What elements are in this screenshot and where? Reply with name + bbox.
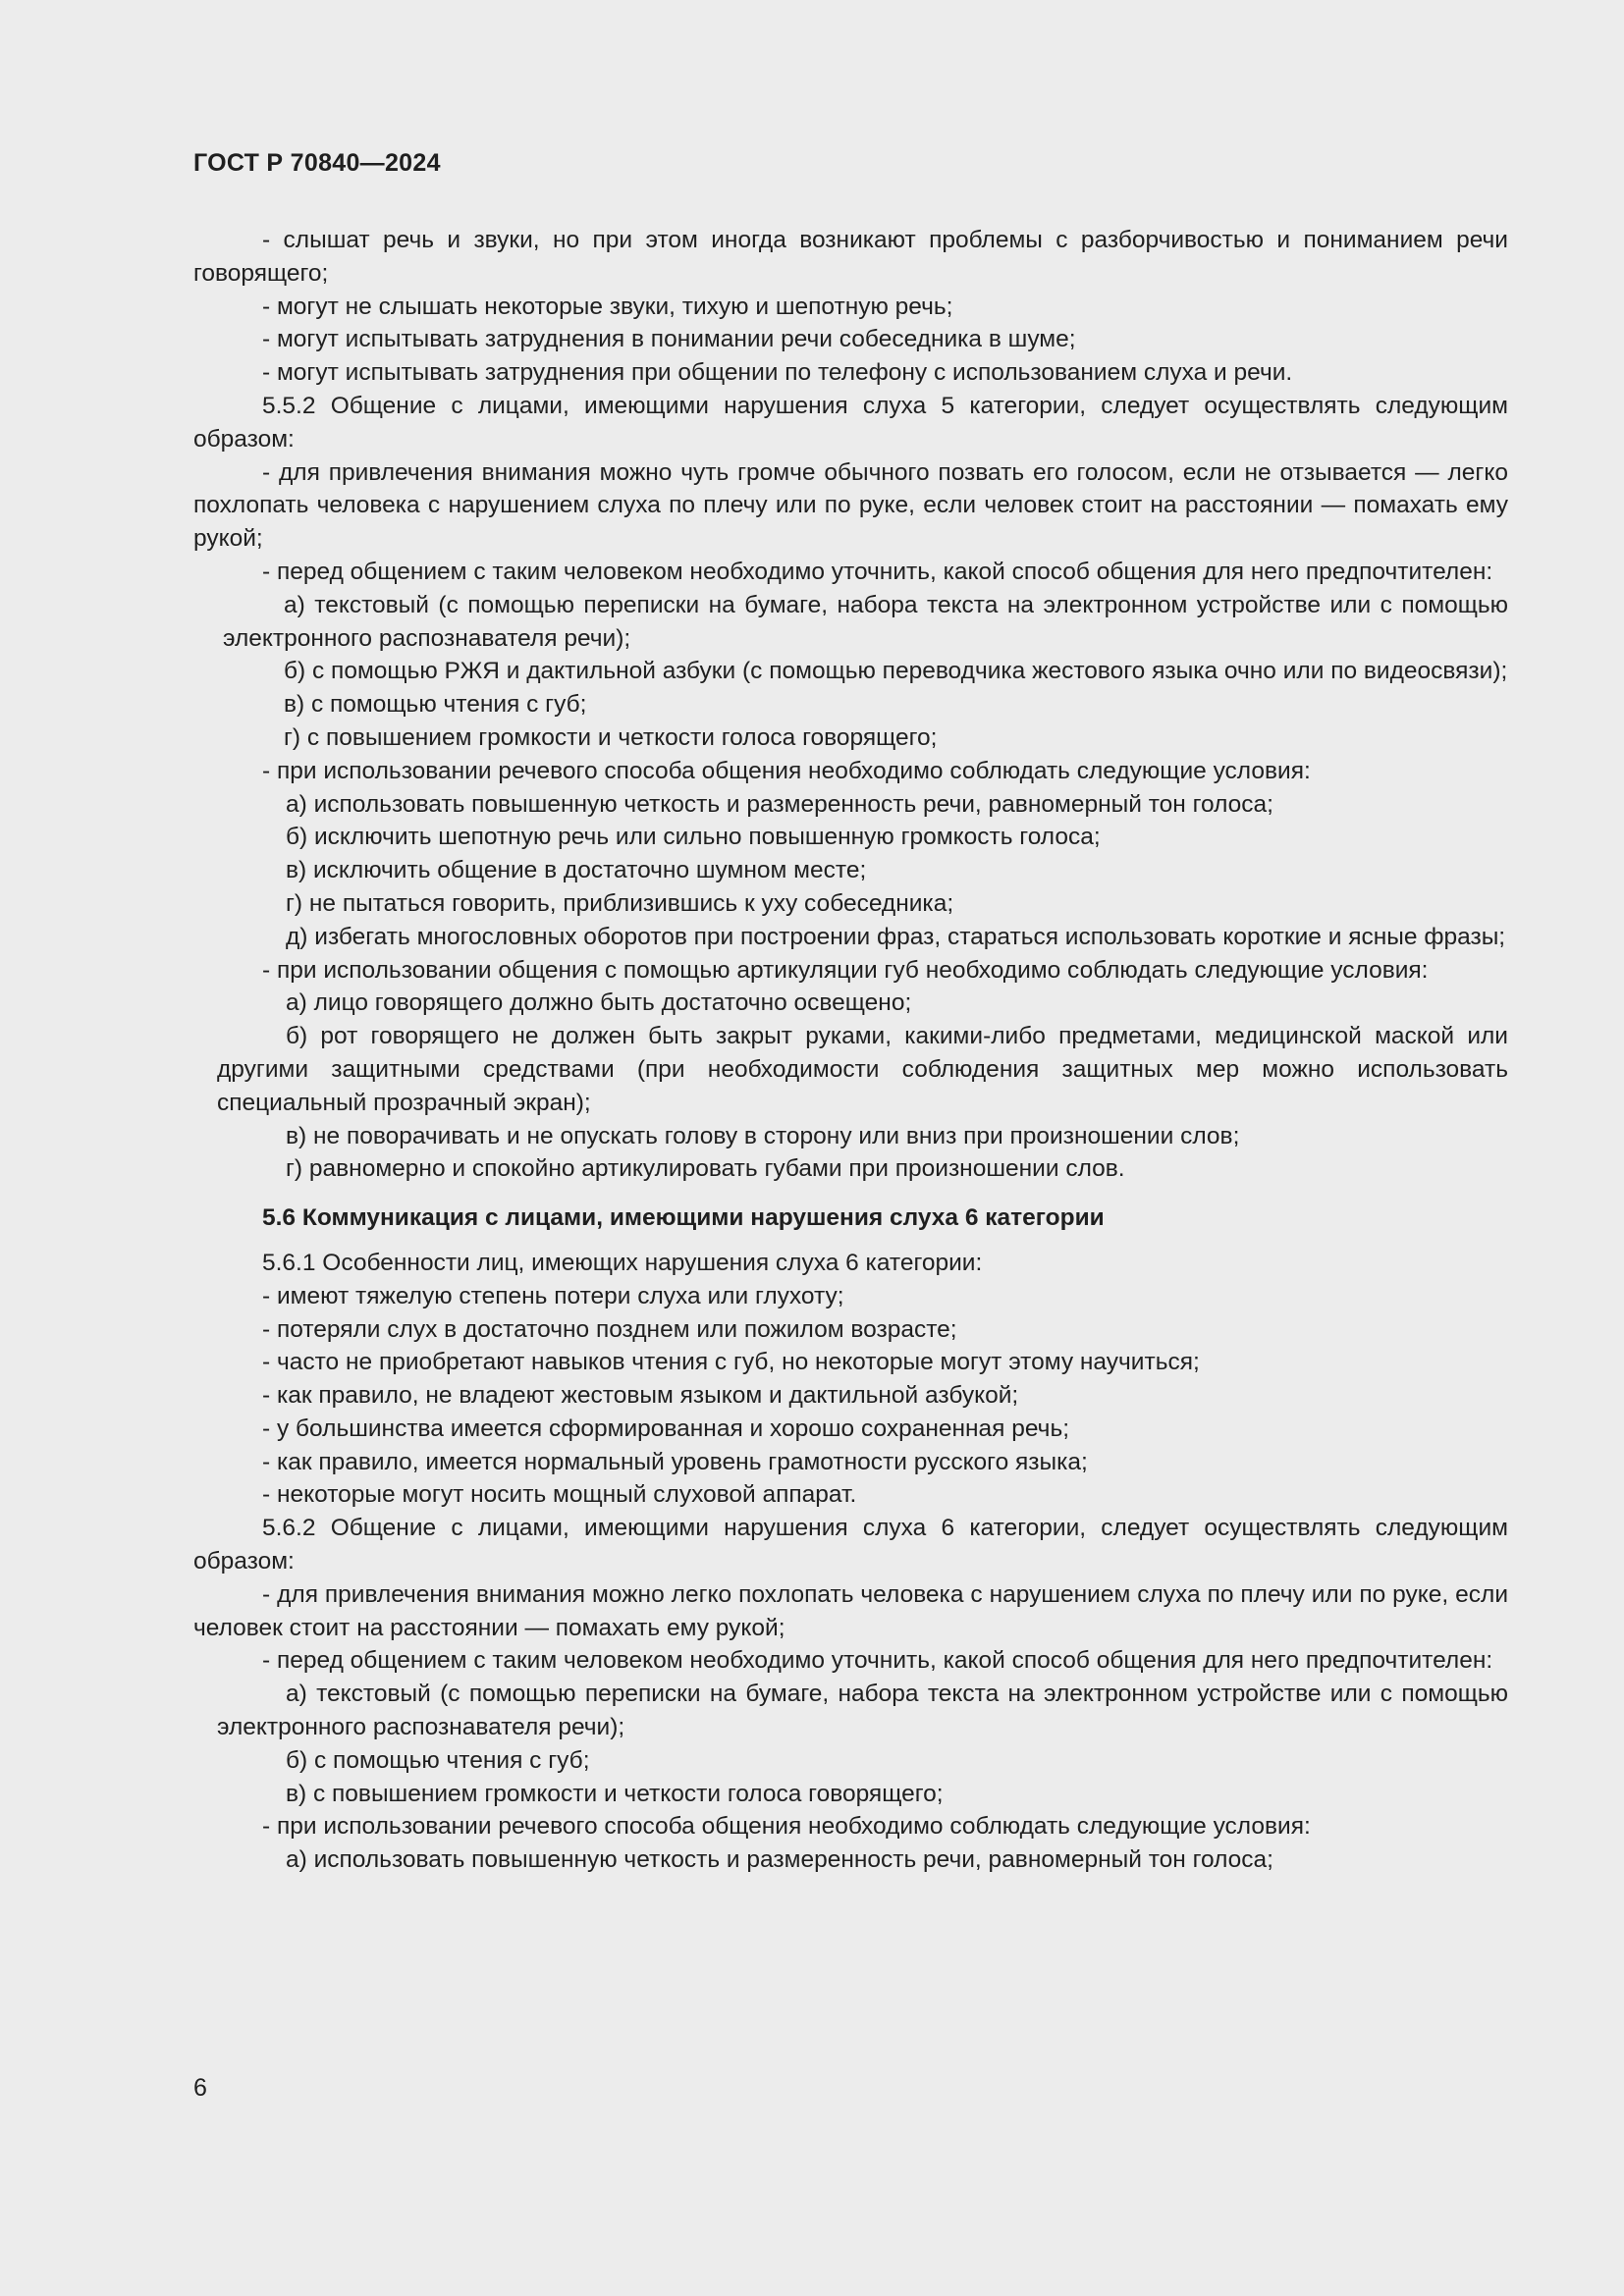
paragraph: 5.6.1 Особенности лиц, имеющих нарушения слуха 6 категории: [262,1249,983,1276]
paragraph: б) рот говорящего не должен быть закрыт руками, какими-либо предметами, медицинской маской или другими защитными средствами (при необходимости соблюдения защитных мер можно использовать специальный прозрачный экран); [217,1023,1508,1116]
paragraph: д) избегать многословных оборотов при построении фраз, стараться использовать короткие и ясные фразы; [286,923,1506,950]
paragraph: г) не пытаться говорить, приблизившись к уху собеседника; [286,889,954,917]
paragraph: - при использовании речевого способа общения необходимо соблюдать следующие условия: [262,757,1311,784]
paragraph: - могут не слышать некоторые звуки, тихую и шепотную речь; [262,293,953,320]
paragraph: б) с помощью чтения с губ; [286,1746,590,1774]
paragraph: - могут испытывать затруднения в понимании речи собеседника в шуме; [262,326,1076,353]
paragraph: - при использовании общения с помощью артикуляции губ необходимо соблюдать следующие условия: [262,956,1429,984]
document-body [193,224,1508,1877]
paragraph: а) текстовый (с помощью переписки на бумаге, набора текста на электронном устройстве или с помощью электронного распознавателя речи); [223,591,1508,652]
paragraph: в) не поворачивать и не опускать голову в сторону или вниз при произношении слов; [286,1122,1240,1149]
paragraph: - часто не приобретают навыков чтения с губ, но некоторые могут этому научиться; [262,1349,1200,1376]
paragraph: г) равномерно и спокойно артикулировать губами при произношении слов. [286,1155,1125,1183]
paragraph: - как правило, не владеют жестовым языком и дактильной азбукой; [262,1382,1019,1410]
paragraph: - как правило, имеется нормальный уровень грамотности русского языка; [262,1448,1088,1475]
paragraph: - потеряли слух в достаточно позднем или пожилом возрасте; [262,1315,957,1343]
paragraph: - некоторые могут носить мощный слуховой аппарат. [262,1481,857,1509]
paragraph: 5.5.2 Общение с лицами, имеющими нарушения слуха 5 категории, следует осуществлять следующим образом: [193,392,1508,453]
paragraph: - перед общением с таким человеком необходимо уточнить, какой способ общения для него предпочтителен: [262,558,1493,585]
paragraph: - перед общением с таким человеком необходимо уточнить, какой способ общения для него предпочтителен: [262,1647,1493,1675]
paragraph: - при использовании речевого способа общения необходимо соблюдать следующие условия: [262,1813,1311,1841]
paragraph: в) с помощью чтения с губ; [284,691,587,719]
paragraph: - слышат речь и звуки, но при этом иногда возникают проблемы с разборчивостью и пониманием речи говорящего; [193,227,1508,287]
paragraph: 5.6.2 Общение с лицами, имеющими нарушения слуха 6 категории, следует осуществлять следующим образом: [193,1515,1508,1575]
page-number: 6 [193,2074,207,2102]
paragraph: - для привлечения внимания можно легко похлопать человека с нарушением слуха по плечу или по руке, если человек стоит на расстоянии — помахать ему рукой; [193,1580,1508,1641]
paragraph: - для привлечения внимания можно чуть громче обычного позвать его голосом, если не отзывается — легко похлопать человека с нарушением слуха по плечу или по руке, если человек стоит на расстоянии — помахать ему рукой; [193,458,1508,553]
paragraph: б) с помощью РЖЯ и дактильной азбуки (с помощью переводчика жестового языка очно или по видеосвязи); [284,658,1508,685]
paragraph: - имеют тяжелую степень потери слуха или глухоту; [262,1282,844,1309]
paragraph: а) текстовый (с помощью переписки на бумаге, набора текста на электронном устройстве или с помощью электронного распознавателя речи); [217,1681,1508,1741]
paragraph: в) исключить общение в достаточно шумном месте; [286,857,867,884]
paragraph: г) с повышением громкости и четкости голоса говорящего; [284,723,938,751]
paragraph: - могут испытывать затруднения при общении по телефону с использованием слуха и речи. [262,359,1293,387]
paragraph: в) с повышением громкости и четкости голоса говорящего; [286,1780,944,1807]
section-heading: 5.6 Коммуникация с лицами, имеющими нарушения слуха 6 категории [262,1204,1105,1232]
paragraph: а) использовать повышенную четкость и размеренность речи, равномерный тон голоса; [286,1846,1273,1874]
paragraph: а) использовать повышенную четкость и размеренность речи, равномерный тон голоса; [286,790,1273,818]
paragraph: б) исключить шепотную речь или сильно повышенную громкость голоса; [286,824,1101,851]
standard-code-header: ГОСТ Р 70840—2024 [193,149,441,177]
paragraph: - у большинства имеется сформированная и хорошо сохраненная речь; [262,1415,1070,1442]
paragraph: а) лицо говорящего должно быть достаточно освещено; [286,989,912,1017]
